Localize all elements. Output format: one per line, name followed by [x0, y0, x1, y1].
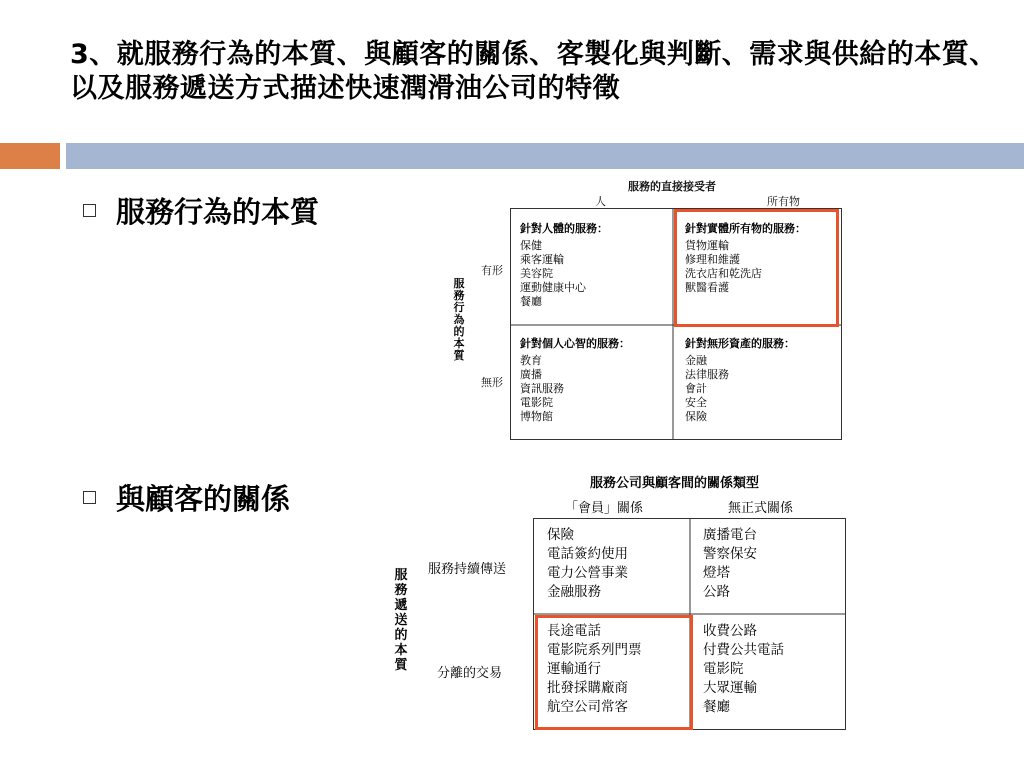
list-item: 教育 — [520, 354, 542, 367]
list-item: 貨物運輸 — [685, 239, 729, 252]
fig2-cell-discrete-no-formal — [703, 622, 784, 717]
list-item: 警察保安 — [703, 546, 757, 562]
fig1-col-possession: 所有物 — [767, 195, 800, 208]
list-item: 保健 — [520, 239, 542, 252]
cell-heading: 針對人體的服務： — [520, 222, 608, 235]
list-item: 博物館 — [520, 410, 553, 423]
cell-heading: 針對無形資產的服務： — [685, 337, 795, 350]
slide-title: 3、就服務行為的本質、與顧客的關係、客製化與判斷、需求與供給的本質、以及服務遞送方式描述快速潤滑油公司的特徵 — [70, 39, 997, 104]
list-item: 電話簽約使用 — [547, 546, 628, 562]
cell-heading: 針對實體所有物的服務： — [685, 222, 806, 235]
list-item: 批發採購廠商 — [547, 680, 628, 696]
fig2-col-membership: 「會員」關係 — [565, 501, 644, 516]
list-item: 安全 — [685, 396, 707, 409]
list-item: 資訊服務 — [520, 382, 564, 395]
fig2-cell-continuous-membership — [547, 526, 628, 602]
bullet-item-1 — [83, 190, 319, 231]
list-item: 廣播電台 — [703, 527, 757, 543]
list-item: 大眾運輸 — [703, 680, 757, 696]
fig1-col-person: 人 — [595, 195, 606, 208]
list-item: 電影院系列門票 — [547, 642, 642, 658]
fig1-row-intangible: 無形 — [481, 376, 503, 389]
list-item: 修理和維護 — [685, 253, 740, 266]
list-item: 會計 — [685, 382, 707, 395]
list-item: 餐廳 — [703, 699, 730, 715]
list-item: 付費公共電話 — [703, 642, 784, 658]
fig1-cell-assets — [685, 335, 795, 424]
accent-bar-left — [0, 143, 60, 169]
list-item: 美容院 — [520, 267, 553, 280]
bullet-text-1: 服務行為的本質 — [116, 195, 320, 229]
fig1-side-title: 服務行為的本質 — [453, 277, 465, 362]
list-item: 金融服務 — [547, 584, 601, 600]
list-item: 電影院 — [703, 661, 744, 677]
list-item: 電力公營事業 — [547, 565, 628, 581]
square-bullet-icon — [83, 204, 96, 217]
bullet-text-2: 與顧客的關係 — [116, 482, 291, 516]
list-item: 電影院 — [520, 396, 553, 409]
fig1-cell-people — [520, 220, 608, 309]
list-item: 收費公路 — [703, 623, 757, 639]
list-item: 長途電話 — [547, 623, 601, 639]
list-item: 運輸通行 — [547, 661, 601, 677]
fig2-cell-continuous-no-formal — [703, 526, 757, 602]
list-item: 保險 — [547, 527, 574, 543]
fig2-row-continuous: 服務持續傳送 — [428, 562, 507, 577]
list-item: 餐廳 — [520, 295, 542, 308]
fig2-top-title: 服務公司與顧客間的關係類型 — [590, 476, 760, 491]
list-item: 燈塔 — [703, 565, 730, 581]
list-item: 金融 — [685, 354, 707, 367]
fig1-top-title: 服務的直接接受者 — [628, 180, 716, 193]
list-item: 廣播 — [520, 368, 542, 381]
fig2-side-title: 服務遞送的本質 — [394, 568, 408, 673]
list-item: 乘客運輸 — [520, 253, 564, 266]
list-item: 獸醫看護 — [685, 281, 729, 294]
list-item: 法律服務 — [685, 368, 729, 381]
list-item: 運動健康中心 — [520, 281, 586, 294]
fig1-row-tangible: 有形 — [481, 264, 503, 277]
fig1-cell-mind — [520, 335, 630, 424]
fig2-highlight-box — [535, 615, 693, 730]
list-item: 保險 — [685, 410, 707, 423]
list-item: 公路 — [703, 584, 730, 600]
fig2-row-discrete: 分離的交易 — [437, 666, 503, 681]
accent-bar-right — [66, 143, 1024, 169]
fig1-highlight-box — [674, 209, 839, 327]
square-bullet-icon — [83, 491, 96, 504]
bullet-item-2 — [83, 477, 290, 518]
fig2-col-no-formal: 無正式關係 — [728, 501, 794, 516]
list-item: 洗衣店和乾洗店 — [685, 267, 762, 280]
cell-heading: 針對個人心智的服務： — [520, 337, 630, 350]
list-item: 航空公司常客 — [547, 699, 628, 715]
